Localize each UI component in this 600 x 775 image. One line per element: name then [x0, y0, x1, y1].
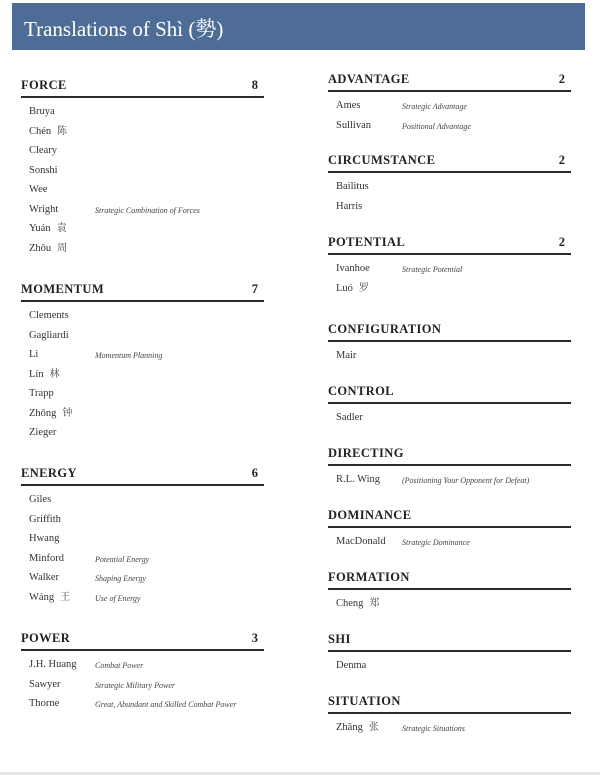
- section-dominance: [328, 508, 571, 552]
- translator-name: Hwang: [29, 533, 60, 544]
- list-item: [328, 116, 571, 136]
- list-item: [21, 141, 264, 161]
- list-item: [328, 346, 571, 366]
- translator-name: Lín 林: [29, 368, 60, 380]
- section-count: 3: [251, 631, 258, 645]
- list-item: [21, 404, 264, 424]
- translator-name: Bruya: [29, 106, 55, 117]
- section-title: DIRECTING: [328, 446, 404, 460]
- list-item: [21, 326, 264, 346]
- page-title: Translations of Shì (勢): [24, 17, 224, 41]
- translator-name: Mair: [336, 350, 357, 361]
- translation-phrase: Strategic Advantage: [402, 102, 467, 111]
- translation-phrase: Strategic Potential: [402, 265, 463, 274]
- translator-name: Wee: [29, 184, 48, 195]
- chinese-surname: 王: [60, 591, 71, 603]
- section-energy: [21, 466, 264, 607]
- translation-phrase: Potential Energy: [95, 554, 150, 564]
- section-circumstance: [328, 153, 571, 216]
- list-item: [21, 180, 264, 200]
- translator-name: Zieger: [29, 427, 57, 438]
- translator-name: Wáng 王: [29, 591, 71, 603]
- section-header: [328, 508, 571, 528]
- list-item: [21, 423, 264, 443]
- section-header: [328, 153, 571, 173]
- section-count: 2: [558, 72, 565, 86]
- section-control: [328, 384, 571, 428]
- section-count: 2: [558, 153, 565, 167]
- section-title: ENERGY: [21, 466, 77, 480]
- section-force: [21, 78, 264, 258]
- section-header: [328, 72, 571, 92]
- section-title: SHI: [328, 632, 351, 646]
- list-item: [21, 239, 264, 259]
- section-header: [21, 282, 264, 302]
- translator-name: Cheng 郑: [336, 598, 380, 609]
- section-header: [328, 322, 571, 342]
- translator-name: Giles: [29, 494, 52, 505]
- translator-list: [328, 590, 571, 614]
- translation-phrase: Shaping Energy: [95, 574, 147, 583]
- page-header: [12, 3, 585, 50]
- section-count: 2: [558, 235, 565, 249]
- list-item: [328, 177, 571, 197]
- list-item: [21, 549, 264, 569]
- section-count: 7: [251, 282, 258, 296]
- translator-name: Chén 陈: [29, 125, 68, 137]
- translator-name: Yuán 袁: [29, 223, 67, 234]
- list-item: [21, 655, 264, 675]
- section-title: POWER: [21, 631, 71, 645]
- translator-name: Luó 罗: [336, 282, 369, 294]
- section-potential: [328, 235, 571, 298]
- list-item: [21, 306, 264, 326]
- section-title: FORCE: [21, 78, 67, 92]
- translator-list: [328, 404, 571, 428]
- list-item: [21, 588, 264, 608]
- translation-phrase: Momentum Planning: [95, 351, 163, 360]
- translator-name: Denma: [336, 660, 367, 671]
- list-item: [328, 470, 571, 490]
- translator-name: Sawyer: [29, 678, 61, 690]
- list-item: [328, 96, 571, 116]
- translator-list: [328, 466, 571, 490]
- section-header: [21, 631, 264, 651]
- section-power: [21, 631, 264, 714]
- section-count: 6: [251, 466, 258, 480]
- translator-list: [328, 528, 571, 552]
- translator-name: Li: [29, 349, 39, 360]
- list-item: [21, 345, 264, 365]
- section-title: CONTROL: [328, 384, 395, 398]
- section-title: ADVANTAGE: [328, 72, 410, 86]
- translation-phrase: Great, Abundant and Skilled Combat Power: [95, 700, 237, 709]
- list-item: [21, 200, 264, 220]
- section-count: 8: [251, 78, 258, 92]
- chinese-surname: 钟: [62, 407, 73, 419]
- translator-list: [21, 651, 264, 714]
- section-situation: [328, 694, 571, 738]
- translation-phrase: Use of Energy: [95, 593, 141, 603]
- translator-name: Harris: [336, 200, 363, 212]
- chinese-surname: 林: [49, 368, 60, 380]
- section-formation: [328, 570, 571, 614]
- translator-name: Sullivan: [336, 119, 372, 131]
- list-item: [21, 510, 264, 530]
- list-item: [328, 594, 571, 614]
- section-shi: [328, 632, 571, 676]
- section-title: CIRCUMSTANCE: [328, 153, 436, 167]
- list-item: [328, 279, 571, 299]
- translator-list: [328, 714, 571, 738]
- list-item: [21, 675, 264, 695]
- translator-name: Ames: [336, 100, 361, 111]
- chinese-surname: 郑: [369, 598, 380, 609]
- section-title: SITUATION: [328, 694, 401, 708]
- translation-phrase: Strategic Military Power: [95, 680, 175, 690]
- section-momentum: [21, 282, 264, 443]
- translation-phrase: Strategic Dominance: [402, 538, 470, 547]
- translation-phrase: Strategic Situations: [402, 724, 465, 733]
- translator-name: Ivanhoe: [336, 263, 370, 274]
- section-header: [328, 446, 571, 466]
- chinese-surname: 周: [57, 242, 68, 254]
- list-item: [21, 122, 264, 142]
- section-header: [21, 78, 264, 98]
- section-header: [328, 694, 571, 714]
- section-header: [328, 570, 571, 590]
- list-item: [328, 197, 571, 217]
- list-item: [328, 259, 571, 279]
- translation-phrase: Combat Power: [95, 661, 144, 670]
- section-advantage: [328, 72, 571, 135]
- list-item: [21, 490, 264, 510]
- list-item: [328, 532, 571, 552]
- translator-list: [21, 486, 264, 607]
- translator-list: [328, 173, 571, 216]
- translator-name: Zhōu 周: [29, 242, 68, 254]
- translator-name: R.L. Wing: [336, 474, 381, 485]
- translator-name: Zhāng 张: [336, 722, 379, 733]
- chinese-surname: 张: [368, 722, 379, 733]
- translation-phrase: Strategic Combination of Forces: [95, 205, 200, 215]
- translator-name: Cleary: [29, 145, 57, 156]
- list-item: [21, 384, 264, 404]
- translator-name: Clements: [29, 310, 69, 321]
- section-title: MOMENTUM: [21, 282, 105, 296]
- translator-name: Zhōng 钟: [29, 407, 73, 419]
- translator-list: [328, 652, 571, 676]
- translator-name: Gagliardi: [29, 329, 69, 341]
- translator-name: Bailitus: [336, 181, 369, 192]
- translator-name: Griffith: [29, 513, 61, 525]
- translator-name: Walker: [29, 572, 60, 583]
- list-item: [21, 568, 264, 588]
- section-header: [21, 466, 264, 486]
- translator-name: Wright: [29, 203, 59, 215]
- list-item: [21, 161, 264, 181]
- section-title: DOMINANCE: [328, 508, 412, 522]
- translator-name: Trapp: [29, 388, 54, 399]
- list-item: [21, 694, 264, 714]
- translator-name: Thorne: [29, 698, 60, 709]
- list-item: [328, 408, 571, 428]
- translator-name: Sonshi: [29, 164, 58, 176]
- section-header: [328, 632, 571, 652]
- translator-name: Minford: [29, 552, 64, 564]
- translator-list: [21, 98, 264, 258]
- chinese-surname: 陈: [57, 125, 68, 137]
- list-item: [328, 718, 571, 738]
- section-directing: [328, 446, 571, 490]
- chinese-surname: 罗: [358, 282, 369, 294]
- translator-name: Sadler: [336, 412, 363, 423]
- section-header: [328, 384, 571, 404]
- section-title: POTENTIAL: [328, 235, 406, 249]
- translation-phrase: Positional Advantage: [402, 121, 471, 131]
- list-item: [21, 102, 264, 122]
- section-title: FORMATION: [328, 570, 410, 584]
- translation-phrase: (Positioning Your Opponent for Defeat): [402, 476, 530, 485]
- translator-list: [21, 302, 264, 443]
- list-item: [21, 529, 264, 549]
- section-configuration: [328, 322, 571, 366]
- translator-name: MacDonald: [336, 536, 386, 547]
- section-title: CONFIGURATION: [328, 322, 442, 336]
- section-header: [328, 235, 571, 255]
- translator-list: [328, 342, 571, 366]
- translator-name: J.H. Huang: [29, 659, 77, 670]
- translator-list: [328, 255, 571, 298]
- translator-list: [328, 92, 571, 135]
- list-item: [21, 219, 264, 239]
- list-item: [21, 365, 264, 385]
- chinese-surname: 袁: [56, 223, 67, 234]
- list-item: [328, 656, 571, 676]
